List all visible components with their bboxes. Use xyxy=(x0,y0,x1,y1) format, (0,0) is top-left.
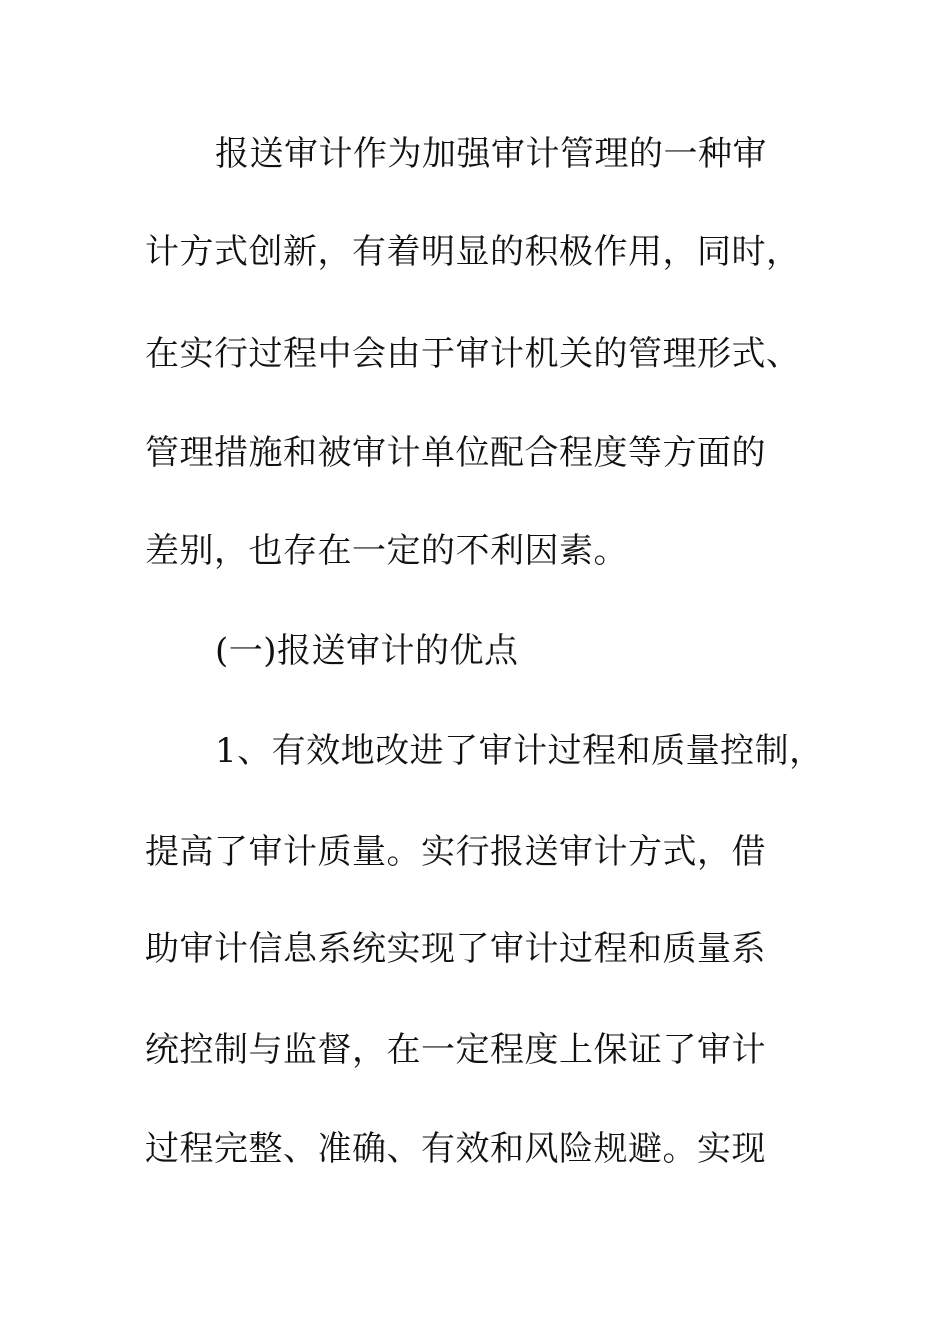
paragraph-line: 过程完整、准确、有效和风险规避。实现 xyxy=(145,1129,766,1169)
paragraph-line: 1、有效地改进了审计过程和质量控制， xyxy=(215,731,824,771)
paragraph-line: 提高了审计质量。实行报送审计方式，借 xyxy=(145,832,766,872)
paragraph-line: 报送审计作为加强审计管理的一种审 xyxy=(215,134,767,174)
paragraph-line: 助审计信息系统实现了审计过程和质量系 xyxy=(145,929,766,969)
paragraph-line: 差别，也存在一定的不利因素。 xyxy=(145,531,628,571)
paragraph-line: 统控制与监督，在一定程度上保证了审计 xyxy=(145,1030,766,1070)
paragraph-line: 在实行过程中会由于审计机关的管理形式、 xyxy=(145,334,801,374)
section-heading: (一)报送审计的优点 xyxy=(215,631,519,671)
paragraph-line: 计方式创新，有着明显的积极作用，同时， xyxy=(145,232,801,272)
paragraph-line: 管理措施和被审计单位配合程度等方面的 xyxy=(145,433,766,473)
